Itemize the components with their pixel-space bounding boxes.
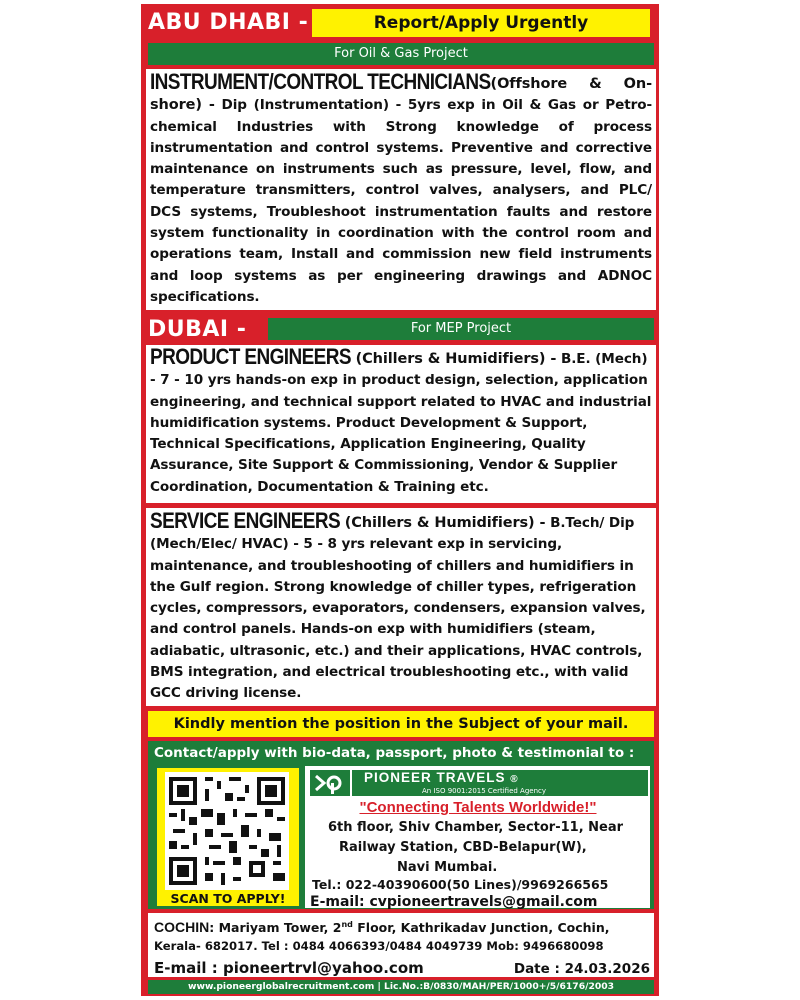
cochin-address-a: : Mariyam Tower, 2 <box>209 920 342 936</box>
iso-bar: An ISO 9001:2015 Certified Agency <box>352 786 648 796</box>
location-abu-dhabi: ABU DHABI - <box>148 10 309 35</box>
job2-title-sub: (Chillers & Humidifiers) - <box>355 351 557 367</box>
job3-title: SERVICE ENGINEERS <box>150 509 341 534</box>
pioneer-logo <box>310 770 350 796</box>
company-name: PIONEER TRAVELS <box>364 770 506 785</box>
cochin-address-b: Floor, Kathrikadav Junction, Cochin, <box>352 920 610 936</box>
cochin-email-row <box>154 957 474 979</box>
oil-gas-project-bar: For Oil & Gas Project <box>148 43 654 65</box>
job2-title: PRODUCT ENGINEERS <box>150 345 351 370</box>
cochin-email[interactable]: pioneertrvl@yahoo.com <box>222 959 424 977</box>
footer-bar: www.pioneerglobalrecruitment.com | Lic.No.:B/0830/MAH/PER/1000+/5/6176/2003 <box>148 980 654 994</box>
job3-text <box>150 511 652 705</box>
mep-project-bar: For MEP Project <box>268 318 654 340</box>
job2-description: B.E. (Mech) - 7 - 10 yrs hands-on exp in product design, selection, application engineering, and technical support related to HVAC and industrial humidification systems. Product Development & Support, Technical Specifications, Application Engineering, Quality Assurance, Site Support & Commissioning, Vendor & Supplier Coordination, Documentation & Training etc. <box>150 351 652 495</box>
job3-description: B.Tech/ Dip (Mech/Elec/ HVAC) - 5 - 8 yrs relevant exp in servicing, maintenance, and troubleshooting of chillers and humidifiers in the Gulf region. Strong knowledge of chiller types, refrigeration cycles, compressors, evaporators, condensers, expansion valves, and control panels. Hands-on exp with humidifiers (steam, adiabatic, ultrasonic, etc.) and their applications, HVAC controls, BMS integration, and electrical troubleshooting etc., with valid GCC driving license. <box>150 515 646 702</box>
cochin-email-label: E-mail : <box>154 959 223 977</box>
agency-email-row <box>310 893 650 911</box>
qr-code-graphic <box>165 772 289 890</box>
cochin-line-2: Kerala- 682017. Tel : 0484 4066393/0484 4049739 Mob: 9496680098 <box>154 939 604 953</box>
job1-title-sub: (Offshore & On-shore) - <box>150 76 652 114</box>
job1-title: INSTRUMENT/CONTROL TECHNICIANS <box>150 70 491 95</box>
address-line-2: Railway Station, CBD-Belapur(W), <box>339 840 587 855</box>
tagline: "Connecting Talents Worldwide!" <box>359 799 597 816</box>
qr-code[interactable] <box>165 772 289 890</box>
cochin-label: COCHIN <box>154 919 210 936</box>
contact-heading: Contact/apply with bio-data, passport, photo & testimonial to : <box>154 745 635 761</box>
pioneer-logo-mark-icon <box>310 770 350 796</box>
telephone: Tel.: 022-40390600(50 Lines)/9969266565 <box>312 877 609 892</box>
job1-text <box>150 72 652 308</box>
company-name-bar <box>352 770 648 786</box>
urgent-banner: Report/Apply Urgently <box>312 9 650 37</box>
registered-mark: ® <box>510 774 519 785</box>
location-dubai: DUBAI - <box>148 317 247 342</box>
subject-notice: Kindly mention the position in the Subject of your mail. <box>148 711 654 737</box>
agency-email[interactable]: cvpioneertravels@gmail.com <box>369 894 598 910</box>
cochin-floor-sup: nd <box>341 920 353 929</box>
address-line-3: Navi Mumbai. <box>397 860 498 875</box>
job1-description: Dip (Instrumentation) - 5yrs exp in Oil & Gas or Petro-chemical Industries with Strong knowledge of process instrumentation and control systems. Preventive and corrective maintenance on instruments such as pressure, level, flow, and temperature transmitters, control valves, analysers, and PLC/ DCS systems, Troubleshoot instrumentation faults and restore system functionality in coordination with the control room and operations team, Install and commission new field instruments and loop systems as per engineering drawings and ADNOC specifications. <box>150 97 652 305</box>
date: Date : 24.03.2026 <box>513 961 650 977</box>
scan-to-apply-label: SCAN TO APPLY! <box>170 891 286 906</box>
job3-title-sub: (Chillers & Humidifiers) - <box>344 515 546 531</box>
agency-email-label: E-mail: <box>310 894 370 910</box>
address-line-1: 6th floor, Shiv Chamber, Sector-11, Near <box>328 820 624 835</box>
job2-text <box>150 347 652 498</box>
cochin-line-1 <box>154 915 654 935</box>
